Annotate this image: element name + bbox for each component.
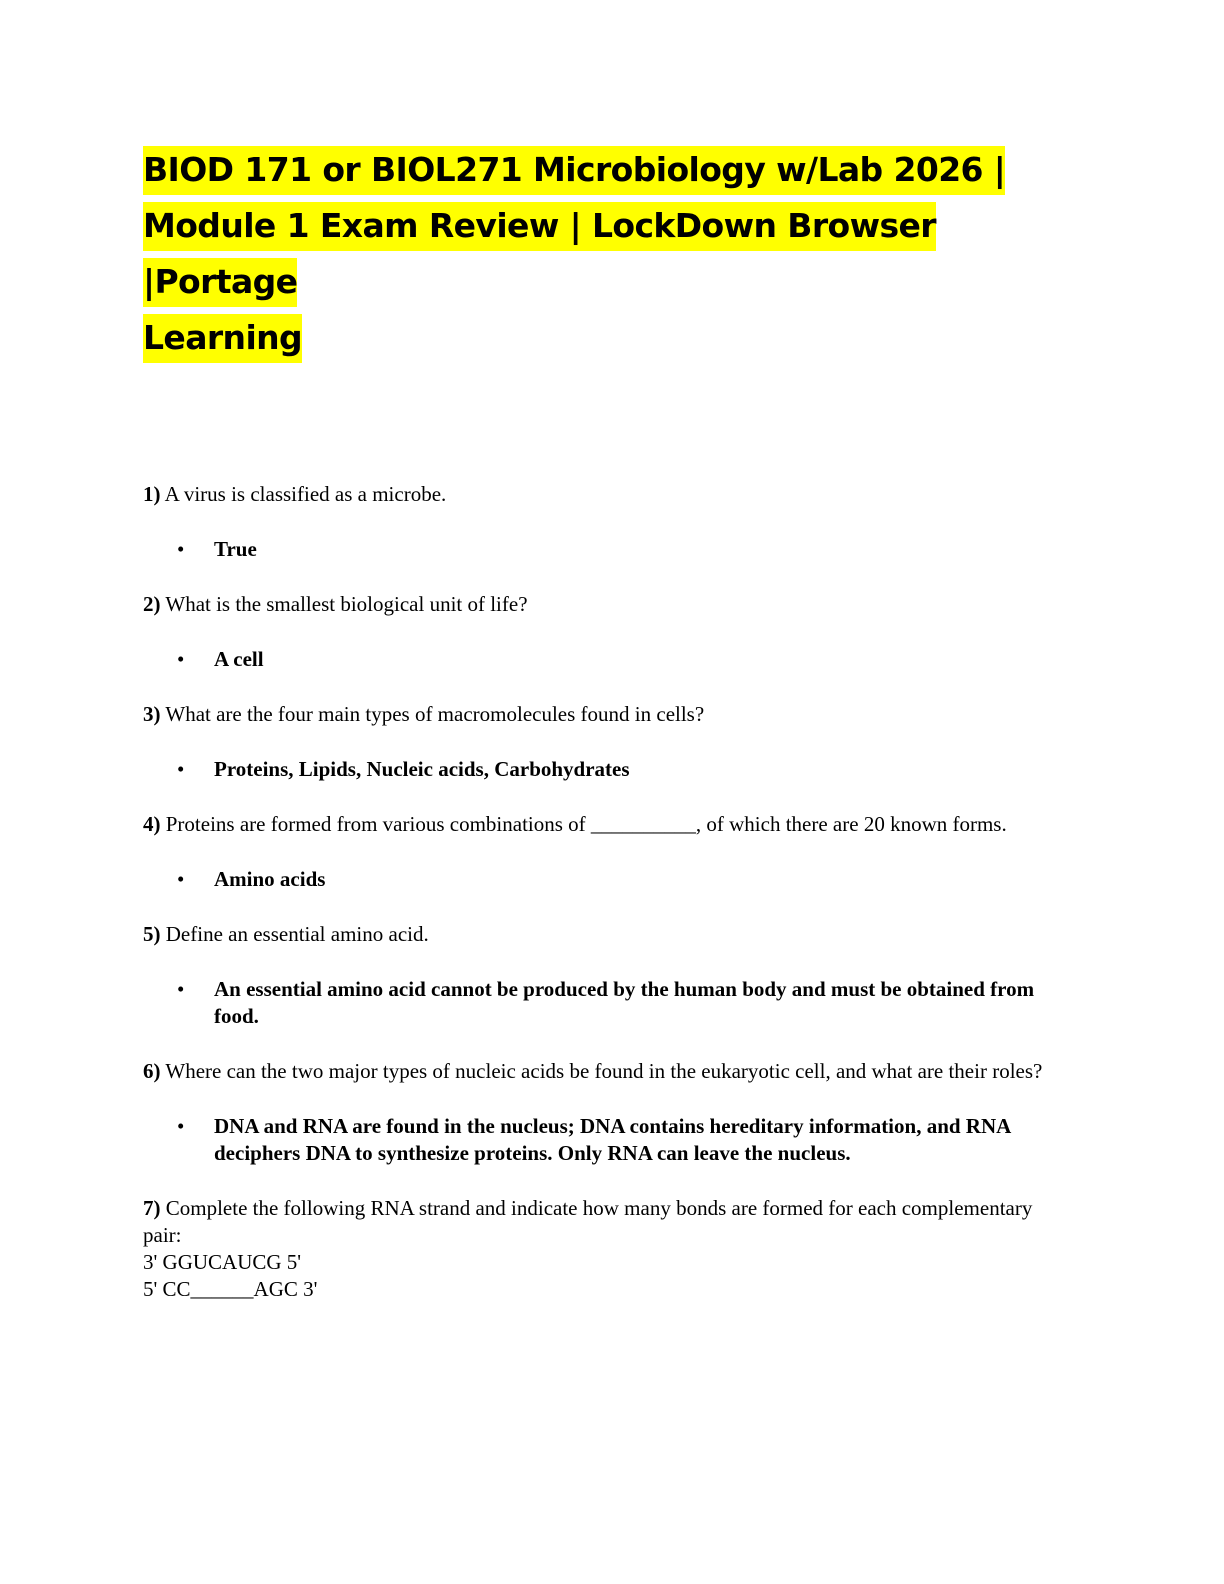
question-number: 6) <box>143 1059 161 1083</box>
title-line-3: Learning <box>143 314 302 363</box>
question-number: 7) <box>143 1196 161 1220</box>
question-number: 3) <box>143 702 161 726</box>
question-text: Define an essential amino acid. <box>160 922 429 946</box>
answer-4 <box>143 866 1073 893</box>
title-line-2: Module 1 Exam Review | LockDown Browser |Portage <box>143 202 936 307</box>
question-list <box>143 481 1073 1303</box>
bullet-icon: • <box>177 757 185 781</box>
bullet-icon: • <box>177 1114 185 1138</box>
answer-text: DNA and RNA are found in the nucleus; DNA contains hereditary information, and RNA deciphers DNA to synthesize proteins. Only RNA can leave the nucleus. <box>214 1114 1011 1165</box>
question-text: What are the four main types of macromolecules found in cells? <box>160 702 705 726</box>
question-text: Complete the following RNA strand and indicate how many bonds are formed for each complementary pair: <box>143 1196 1033 1247</box>
answer-text: Proteins, Lipids, Nucleic acids, Carbohydrates <box>214 757 630 781</box>
question-text: What is the smallest biological unit of life? <box>160 592 528 616</box>
rna-strand-template: 3' GGUCAUCG 5' <box>143 1250 302 1274</box>
question-number: 5) <box>143 922 161 946</box>
question-3 <box>143 701 1073 728</box>
question-number: 2) <box>143 592 161 616</box>
question-7 <box>143 1195 1073 1249</box>
answer-text: An essential amino acid cannot be produced by the human body and must be obtained from food. <box>214 977 1035 1028</box>
answer-text: True <box>214 537 257 561</box>
question-6 <box>143 1058 1073 1085</box>
answer-text: A cell <box>214 647 264 671</box>
question-number: 4) <box>143 812 161 836</box>
question-4 <box>143 811 1073 838</box>
question-text: A virus is classified as a microbe. <box>160 482 447 506</box>
bullet-icon: • <box>177 977 185 1001</box>
answer-5 <box>143 976 1073 1030</box>
question-text: Where can the two major types of nucleic acids be found in the eukaryotic cell, and what are their roles? <box>160 1059 1043 1083</box>
document-title <box>143 142 1083 366</box>
answer-6 <box>143 1113 1073 1167</box>
question-number: 1) <box>143 482 161 506</box>
answer-text: Amino acids <box>214 867 326 891</box>
question-5 <box>143 921 1073 948</box>
bullet-icon: • <box>177 867 185 891</box>
bullet-icon: • <box>177 647 185 671</box>
question-2 <box>143 591 1073 618</box>
answer-2 <box>143 646 1073 673</box>
answer-1 <box>143 536 1073 563</box>
question-1 <box>143 481 1073 508</box>
rna-strand-blank: 5' CC______AGC 3' <box>143 1277 318 1301</box>
bullet-icon: • <box>177 537 185 561</box>
title-line-1: BIOD 171 or BIOL271 Microbiology w/Lab 2026 | <box>143 146 1005 195</box>
question-text: Proteins are formed from various combinations of __________, of which there are 20 known forms. <box>160 812 1007 836</box>
answer-3 <box>143 756 1073 783</box>
